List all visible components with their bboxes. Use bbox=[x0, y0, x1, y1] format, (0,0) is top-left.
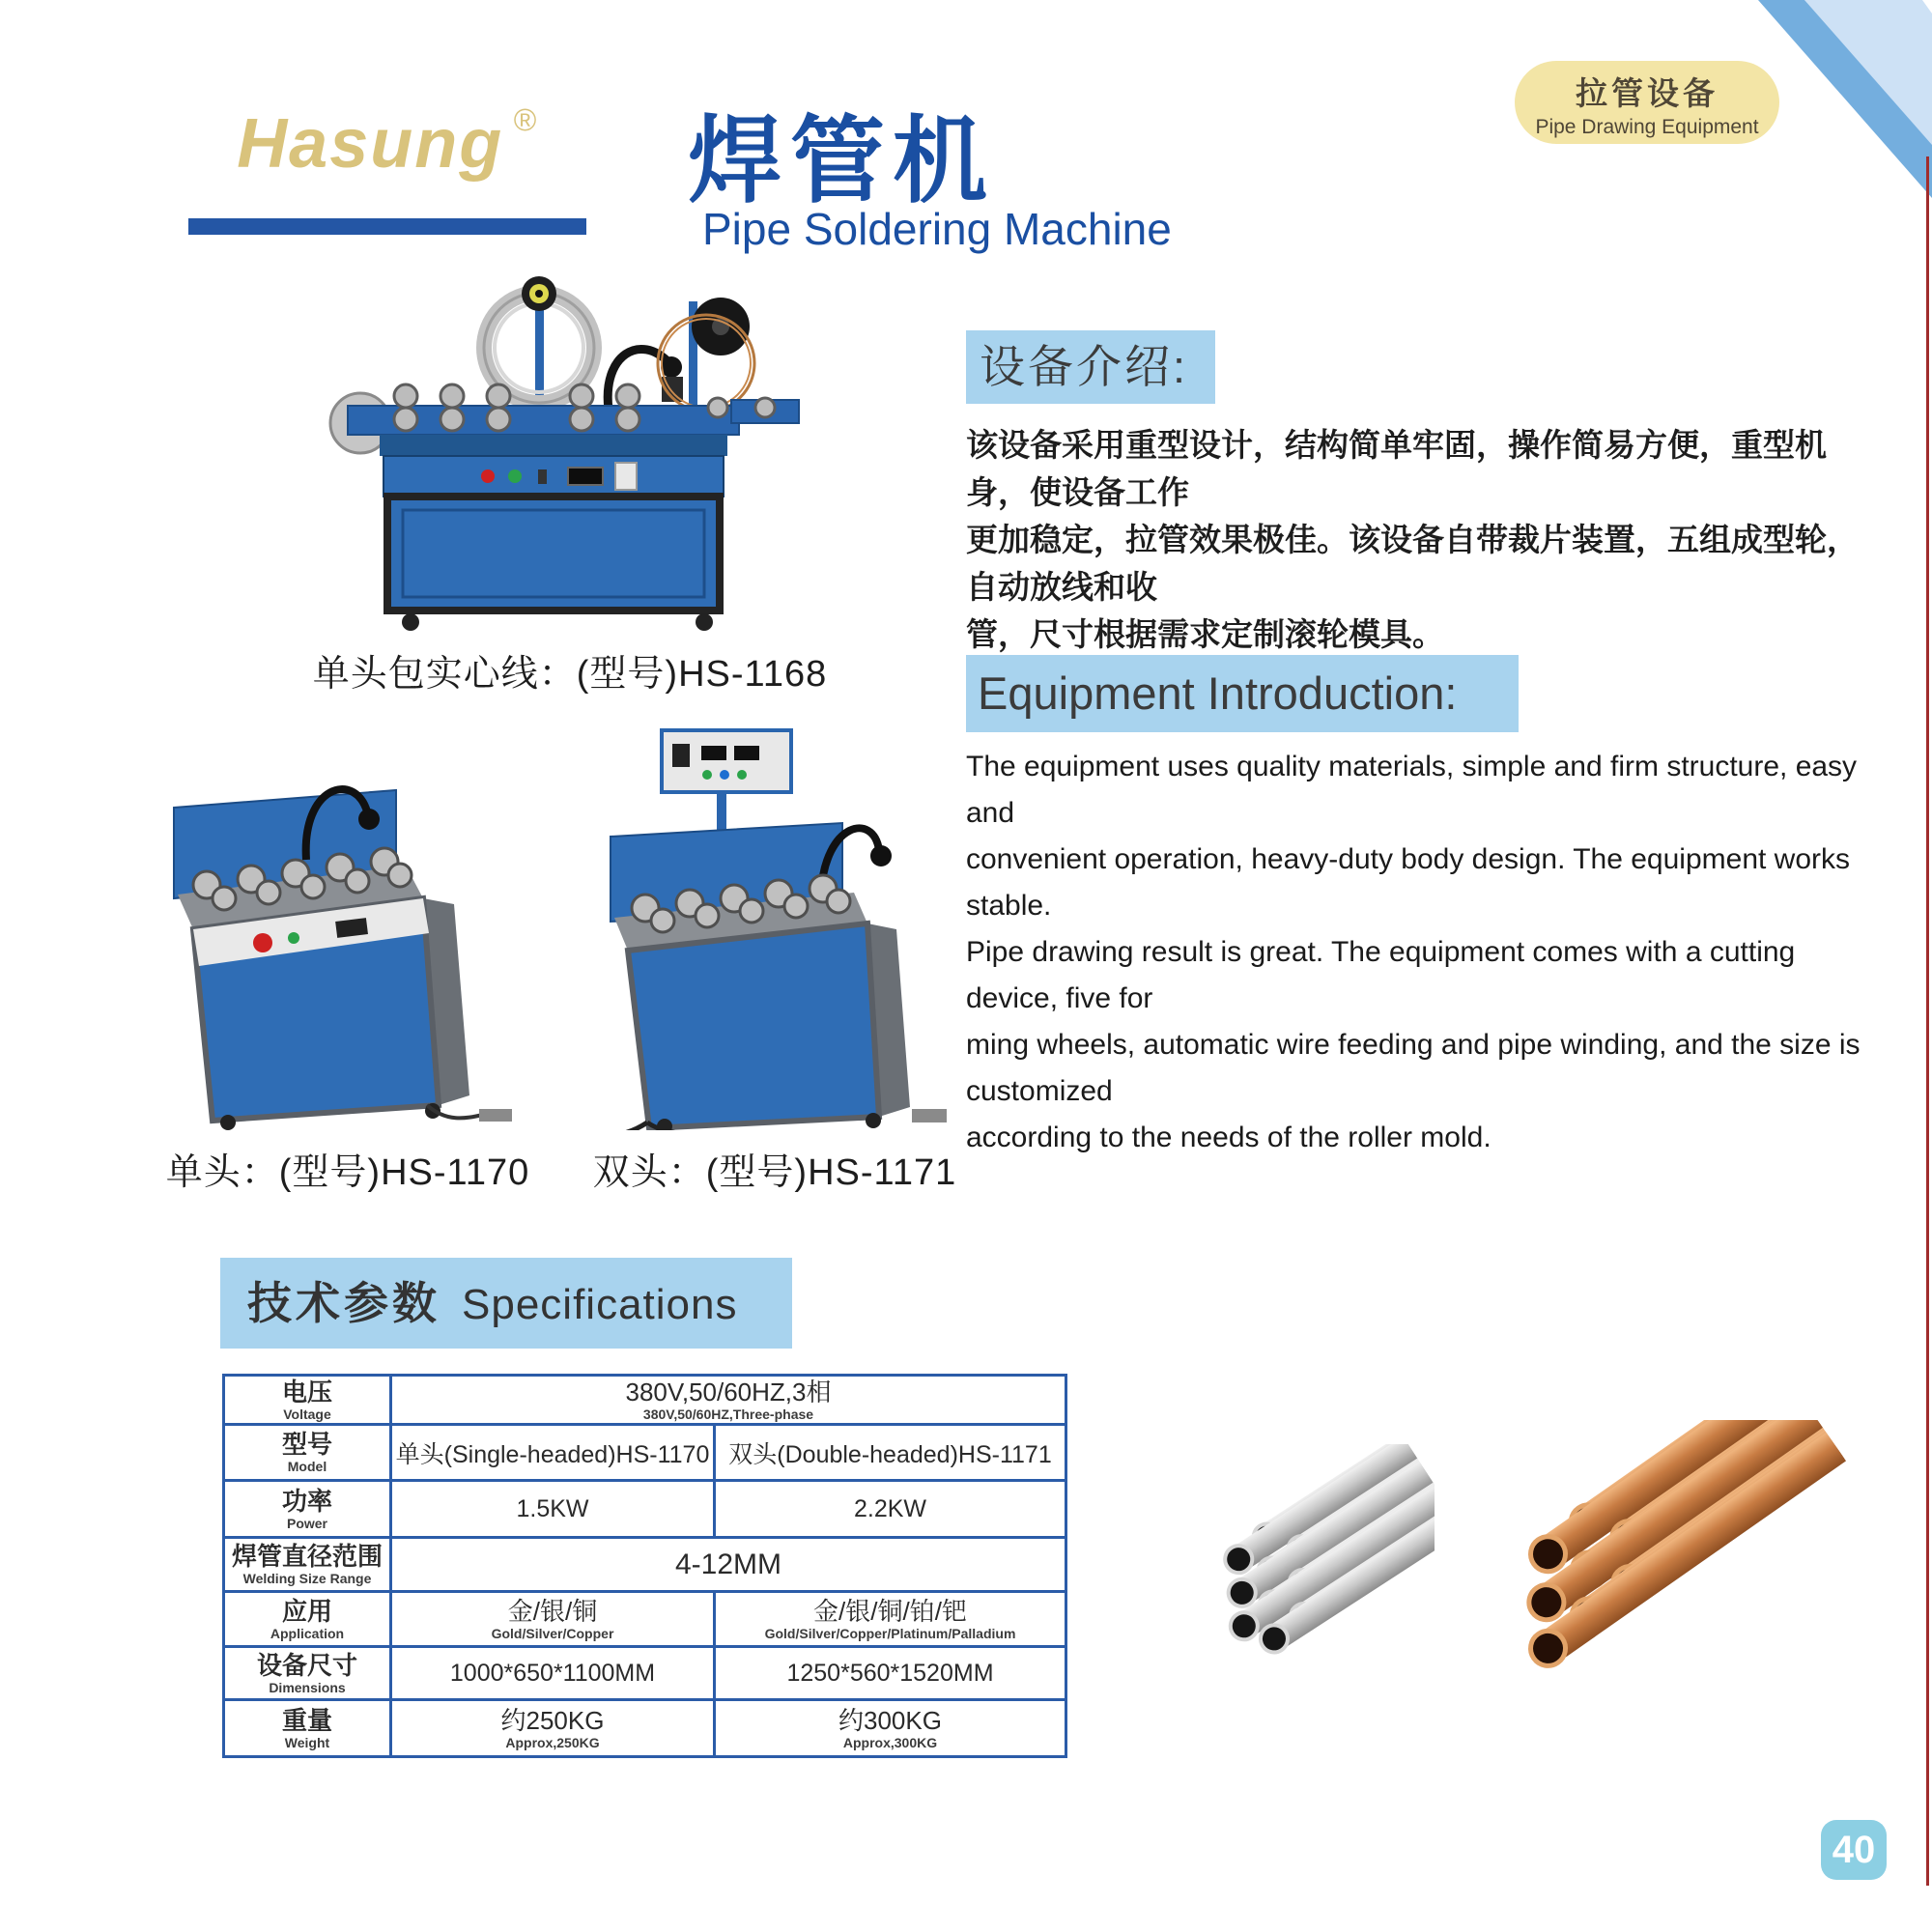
paragraph-line: The equipment uses quality materials, simple and firm structure, easy and bbox=[966, 751, 1858, 829]
section-heading-intro-en: Equipment Introduction: bbox=[966, 655, 1519, 732]
spec-value: 约250KG bbox=[500, 1705, 605, 1735]
spec-label-en: Model bbox=[287, 1459, 327, 1474]
intro-paragraph-en bbox=[966, 744, 1884, 1161]
spec-row-model bbox=[224, 1425, 1066, 1481]
category-badge bbox=[1515, 61, 1779, 144]
spec-label-en: Weight bbox=[284, 1734, 330, 1750]
spec-label-cn: 型号 bbox=[281, 1430, 332, 1459]
spec-row-application bbox=[224, 1592, 1066, 1647]
spec-label-en: Dimensions bbox=[269, 1679, 346, 1695]
spec-value-sub: Gold/Silver/Copper bbox=[491, 1625, 614, 1641]
spec-label-en: Welding Size Range bbox=[242, 1571, 372, 1586]
spec-label-cn: 重量 bbox=[281, 1705, 332, 1735]
spec-value: 1.5KW bbox=[516, 1494, 589, 1522]
spec-row-power bbox=[224, 1481, 1066, 1538]
pipes-photo-copper bbox=[1430, 1420, 1855, 1753]
spec-row-dimensions bbox=[224, 1647, 1066, 1700]
spec-label-en: Power bbox=[286, 1515, 327, 1531]
section-heading-intro-cn: 设备介绍: bbox=[966, 330, 1215, 404]
spec-label-cn: 电压 bbox=[281, 1377, 332, 1406]
page-title-en: Pipe Soldering Machine bbox=[702, 204, 1172, 254]
spec-value: 金/银/铜/铂/钯 bbox=[813, 1596, 967, 1626]
spec-value: 1250*560*1520MM bbox=[786, 1659, 994, 1687]
spec-label-cn: 应用 bbox=[281, 1596, 332, 1626]
spec-label-cn: 焊管直径范围 bbox=[231, 1542, 383, 1571]
page-edge-line bbox=[1926, 156, 1929, 1886]
spec-row-voltage bbox=[224, 1376, 1066, 1425]
specs-heading-en: Specifications bbox=[462, 1281, 738, 1328]
pipes-photo-steel bbox=[1145, 1444, 1435, 1744]
spec-value: 单头(Single-headed)HS-1170 bbox=[395, 1440, 710, 1468]
badge-label-cn: 拉管设备 bbox=[1576, 75, 1719, 111]
spec-value-sub: Approx,300KG bbox=[842, 1734, 938, 1750]
spec-value: 金/银/铜 bbox=[507, 1596, 598, 1626]
specs-heading bbox=[220, 1258, 792, 1349]
specs-table bbox=[222, 1374, 1067, 1758]
spec-value: 1000*650*1100MM bbox=[449, 1659, 656, 1687]
machine-photo-hs1171 bbox=[572, 723, 978, 1130]
page-title-cn: 焊管机 bbox=[688, 107, 996, 213]
machine-caption-hs1168: 单头包实心线：(型号)HS-1168 bbox=[312, 654, 828, 695]
paragraph-line: ming wheels, automatic wire feeding and pipe winding, and the size is customized bbox=[966, 1029, 1861, 1107]
spec-value: 双头(Double-headed)HS-1171 bbox=[728, 1440, 1052, 1468]
paragraph-line: according to the needs of the roller mold. bbox=[966, 1122, 1492, 1153]
registered-mark: ® bbox=[513, 102, 538, 137]
brand-underline bbox=[188, 218, 586, 235]
spec-row-weight bbox=[224, 1700, 1066, 1757]
paragraph-line: 该设备采用重型设计，结构简单牢固，操作简易方便，重型机身，使设备工作 bbox=[966, 427, 1827, 510]
machine-caption-hs1171: 双头：(型号)HS-1171 bbox=[592, 1152, 957, 1193]
specs-heading-cn: 技术参数 bbox=[247, 1278, 440, 1328]
spec-value-sub: 380V,50/60HZ,Three-phase bbox=[642, 1406, 814, 1422]
spec-value: 380V,50/60HZ,3相 bbox=[625, 1377, 832, 1406]
spec-label-en: Voltage bbox=[283, 1406, 331, 1422]
spec-value-sub: Approx,250KG bbox=[505, 1734, 600, 1750]
intro-paragraph-cn bbox=[966, 421, 1879, 658]
spec-label-cn: 功率 bbox=[281, 1486, 332, 1516]
spec-label-en: Application bbox=[270, 1625, 345, 1641]
spec-value: 2.2KW bbox=[853, 1494, 927, 1522]
spec-value: 4-12MM bbox=[674, 1548, 782, 1580]
machine-caption-hs1170: 单头：(型号)HS-1170 bbox=[165, 1152, 530, 1193]
page-number-badge: 40 bbox=[1821, 1820, 1887, 1880]
machine-photo-hs1168 bbox=[295, 263, 807, 639]
brand-name: Hasung bbox=[237, 105, 504, 183]
paragraph-line: Pipe drawing result is great. The equipment comes with a cutting device, five for bbox=[966, 936, 1796, 1014]
spec-row-welding-size bbox=[224, 1538, 1066, 1592]
machine-photo-hs1170 bbox=[147, 732, 553, 1130]
paragraph-line: 更加稳定，拉管效果极佳。该设备自带裁片装置，五组成型轮，自动放线和收 bbox=[966, 522, 1859, 605]
paragraph-line: convenient operation, heavy-duty body design. The equipment works stable. bbox=[966, 843, 1851, 922]
paragraph-line: 管，尺寸根据需求定制滚轮模具。 bbox=[966, 616, 1444, 652]
badge-label-en: Pipe Drawing Equipment bbox=[1535, 116, 1759, 138]
brand-logo bbox=[188, 102, 586, 184]
spec-value: 约300KG bbox=[838, 1705, 942, 1735]
spec-label-cn: 设备尺寸 bbox=[256, 1650, 357, 1680]
spec-value-sub: Gold/Silver/Copper/Platinum/Palladium bbox=[764, 1625, 1016, 1641]
